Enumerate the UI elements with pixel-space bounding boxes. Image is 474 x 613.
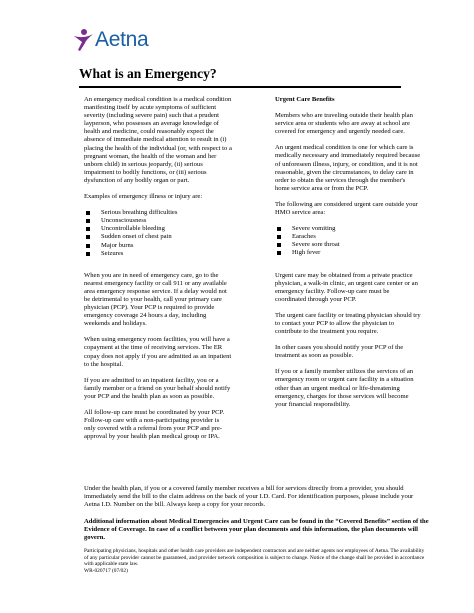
list-item: Serious breathing difficulties <box>84 209 232 217</box>
er-copay-paragraph: When using emergency room facilities, you will have a copayment at the time of receiving services. The ER copay does not apply if you are admitted as an inpatient to the hospital. <box>84 336 232 368</box>
list-item: High fever <box>275 249 421 257</box>
additional-info-section <box>84 518 430 543</box>
urgent-list <box>275 225 421 257</box>
urgent-definition: An urgent medical condition is one for which care is medically necessary and immediately required because of unforeseen illness, injury, or condition, and it is not reasonable, given the circumstances, to delay care in order to obtain the services through the member's home service area or from the PCP. <box>275 144 421 192</box>
list-item: Severe sore throat <box>275 241 421 249</box>
list-item: Severe vomiting <box>275 225 421 233</box>
list-item: Seizures <box>84 250 232 258</box>
disclaimer: Participating physicians, hospitals and other health care providers are independent contractors and are neither agents nor employees of Aetna. The availability of any particular provider cannot be guaranteed, and provider network composition is subject to change. Notice of the change shall be provided in accordance with applicable state law. <box>84 548 425 568</box>
bill-note-section <box>84 485 430 510</box>
disclaimer-section <box>84 548 430 574</box>
right-column <box>275 96 421 417</box>
follow-up-paragraph: All follow-up care must be coordinated by your PCP. Follow-up care with a non-participating provider is only covered with a referral from your PCP and pre-approval by your health plan medical group or IPA. <box>84 409 225 441</box>
aetna-wordmark: Aetna <box>95 28 149 51</box>
aetna-logo <box>72 28 148 52</box>
notify-pcp-paragraph: In other cases you should notify your PCP of the treatment as soon as possible. <box>275 344 404 360</box>
emergency-care-paragraph: When you are in need of emergency care, go to the nearest emergency facility or call 911 or any available area emergency response service. If a delay would not be detrimental to your health, call your primary care physician (PCP). Your PCP is required to provide emergency coverage 24 hours a day, including weekends and holidays. <box>84 271 227 328</box>
bill-note: Under the health plan, if you or a covered family member receives a bill for services directly from a provider, you should immediately send the bill to the claim address on the back of your I.D. Card. For identification purposes, please include your Aetna I.D. Number on the bill. Always keep a copy for your records. <box>84 485 414 509</box>
financial-responsibility-paragraph: If you or a family member utilizes the services of an emergency room or urgent care facility in a situation other than an urgent medical or life-threatening emergency, charges for those services will become your financial responsibility. <box>275 368 414 408</box>
list-item: Sudden onset of chest pain <box>84 233 232 241</box>
list-item: Unconsciousness <box>84 217 232 225</box>
urgent-obtain-paragraph: Urgent care may be obtained from a private practice physician, a walk-in clinic, an urgent care center or an emergency facility. Follow-up care must be coordinated through your PCP. <box>275 271 418 303</box>
inpatient-paragraph: If you are admitted to an inpatient facility, you or a family member or a friend on your behalf should notify your PCP and the health plan as soon as possible. <box>84 376 231 400</box>
list-item: Major burns <box>84 242 232 250</box>
traveling-members-paragraph: Members who are traveling outside their health plan service area or students who are away at school are covered for emergency and urgently needed care. <box>275 112 413 136</box>
emergency-definition: An emergency medical condition is a medical condition manifesting itself by acute symptoms of sufficient severity (including severe pain) such that a prudent layperson, who possesses an average knowledge of health and medicine, could reasonably expect the absence of immediate medical attention to result in (i) placing the health of the individual (or, with respect to a pregnant woman, the health of the woman and her unborn child) in serious jeopardy, (ii) serious impairment to bodily functions, or (iii) serious dysfunction of any bodily organ or part. <box>84 96 232 184</box>
examples-list <box>84 209 232 258</box>
form-number: WR-020717 (07/02) <box>84 567 128 574</box>
additional-info: Additional information about Medical Emergencies and Urgent Care can be found in the “Covered Benefits” section of the Evidence of Coverage. In case of a conflict between your plan documents and this information, the plan documents will govern. <box>84 518 429 542</box>
aetna-figure-icon <box>72 28 94 52</box>
left-column <box>84 96 232 449</box>
urgent-intro: The following are considered urgent care outside your HMO service area: <box>275 200 418 217</box>
list-item: Earaches <box>275 233 421 241</box>
urgent-contact-paragraph: The urgent care facility or treating physician should try to contact your PCP to allow the physician to contribute to the treatment you require. <box>275 311 421 336</box>
title-rule <box>79 86 401 88</box>
urgent-care-heading: Urgent Care Benefits <box>275 96 335 103</box>
examples-intro: Examples of emergency illness or injury are: <box>84 193 203 201</box>
list-item: Uncontrollable bleeding <box>84 225 232 233</box>
page-title: What is an Emergency? <box>79 66 217 81</box>
